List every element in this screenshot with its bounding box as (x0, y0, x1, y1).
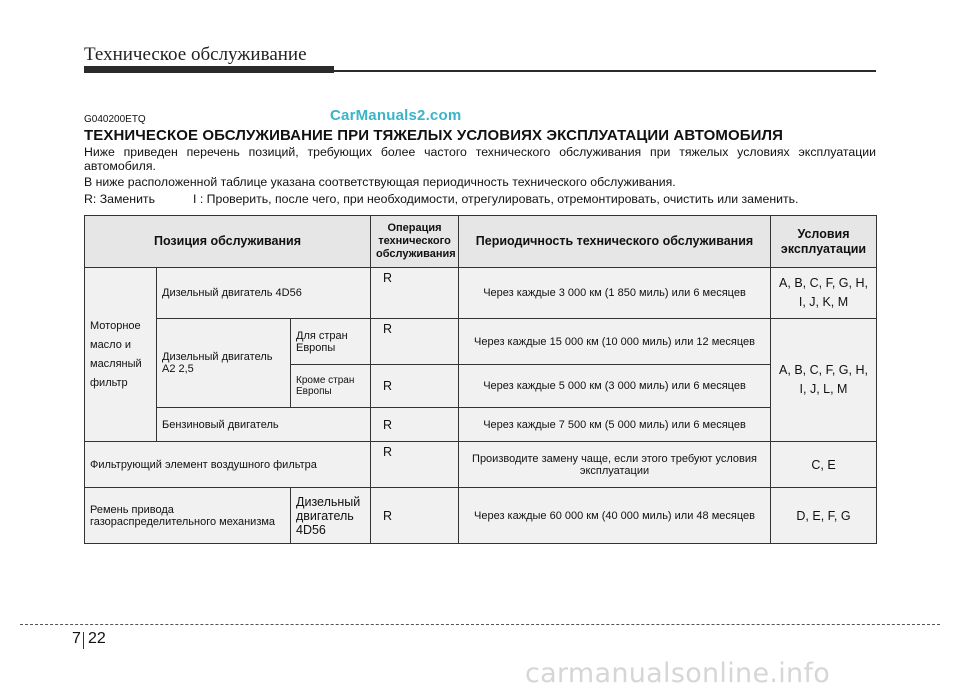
oil-diesel-4d56-conditions: A, B, C, F, G, H, I, J, K, M (771, 268, 877, 319)
oil-diesel-a2: Дизельный двигатель A2 2,5 (157, 319, 291, 408)
oil-item-label: Моторное масло и масляный фильтр (85, 268, 157, 442)
page-number: 22 (88, 630, 106, 647)
table-description: В ниже расположенной таблице указана соответствующая периодичность технического обслуживания. (84, 175, 676, 189)
chapter-number: 7 (72, 630, 81, 647)
header-operation: Операция технического обслуживания (371, 216, 459, 268)
table-row (85, 408, 877, 442)
oil-europe-operation: R (371, 319, 459, 365)
oil-non-europe: Кроме стран Европы (291, 365, 371, 408)
intro-paragraph: Ниже приведен перечень позиций, требующих более частого технического обслуживания при тяжелых условиях эксплуатации автомобиля. (84, 145, 876, 173)
oil-non-europe-interval: Через каждые 5 000 км (3 000 миль) или 6 месяцев (459, 365, 771, 408)
oil-diesel-4d56-interval: Через каждые 3 000 км (1 850 миль) или 6 месяцев (459, 268, 771, 319)
air-filter-conditions: C, E (771, 442, 877, 488)
timing-belt-engine: Дизельный двигатель 4D56 (291, 488, 371, 544)
footer-divider (20, 624, 940, 625)
table-row (85, 268, 877, 319)
oil-non-europe-operation: R (371, 365, 459, 408)
table-row (85, 488, 877, 544)
watermark-top[interactable]: CarManuals2.com (330, 107, 462, 124)
section-title: Техническое обслуживание (84, 44, 307, 65)
oil-europe-interval: Через каждые 15 000 км (10 000 миль) или 12 месяцев (459, 319, 771, 365)
page-heading: ТЕХНИЧЕСКОЕ ОБСЛУЖИВАНИЕ ПРИ ТЯЖЕЛЫХ УСЛОВИЯХ ЭКСПЛУАТАЦИИ АВТОМОБИЛЯ (84, 127, 784, 144)
watermark-bottom[interactable]: carmanualsonline.info (525, 658, 831, 689)
header-conditions: Условия эксплуатации (771, 216, 877, 268)
maintenance-table (84, 215, 877, 544)
timing-belt-label: Ремень привода газораспределительного механизма (85, 488, 291, 544)
air-filter-operation: R (371, 442, 459, 488)
page-number-separator (83, 632, 84, 649)
table-row (85, 319, 877, 365)
air-filter-interval: Производите замену чаще, если этого требуют условия эксплуатации (459, 442, 771, 488)
oil-a2-conditions: A, B, C, F, G, H, I, J, L, M (771, 319, 877, 442)
header-item: Позиция обслуживания (85, 216, 371, 268)
oil-petrol: Бензиновый двигатель (157, 408, 371, 442)
oil-diesel-4d56: Дизельный двигатель 4D56 (157, 268, 371, 319)
oil-petrol-interval: Через каждые 7 500 км (5 000 миль) или 6 месяцев (459, 408, 771, 442)
document-code: G040200ETQ (84, 114, 146, 125)
header-rule-thin (334, 70, 876, 72)
timing-belt-operation: R (371, 488, 459, 544)
oil-petrol-operation: R (371, 408, 459, 442)
legend-inspect: I : Проверить, после чего, при необходимости, отрегулировать, отремонтировать, очистить или заменить. (193, 192, 799, 206)
timing-belt-interval: Через каждые 60 000 км (40 000 миль) или 48 месяцев (459, 488, 771, 544)
header-interval: Периодичность технического обслуживания (459, 216, 771, 268)
timing-belt-conditions: D, E, F, G (771, 488, 877, 544)
oil-diesel-4d56-operation: R (371, 268, 459, 319)
air-filter-label: Фильтрующий элемент воздушного фильтра (85, 442, 371, 488)
legend-replace: R: Заменить (84, 192, 155, 206)
table-row (85, 442, 877, 488)
header-rule-thick (84, 66, 334, 73)
oil-europe: Для стран Европы (291, 319, 371, 365)
